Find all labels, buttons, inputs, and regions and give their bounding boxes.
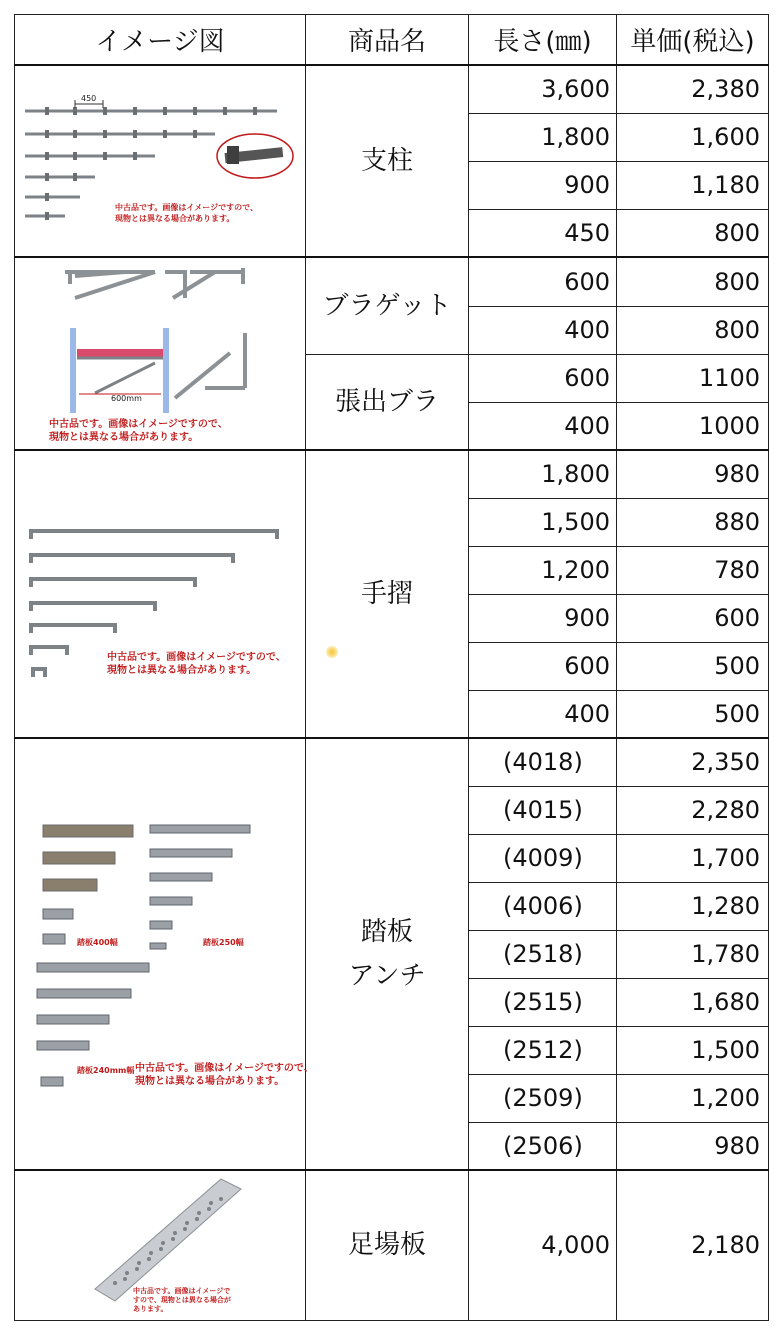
pillar-price-4: 800 xyxy=(617,209,769,257)
table-row xyxy=(15,1170,769,1320)
board-length: 4,000 xyxy=(469,1170,617,1320)
board-price: 2,180 xyxy=(617,1170,769,1320)
board-name: 足場板 xyxy=(306,1170,469,1320)
plank-length-9: (2506) xyxy=(469,1122,617,1170)
plank-name-line1: 踏板 xyxy=(360,917,413,947)
board-image xyxy=(15,1170,306,1320)
pillar-price-1: 2,380 xyxy=(617,65,769,113)
handrail-length-2: 1,500 xyxy=(469,498,617,546)
handrail-length-1: 1,800 xyxy=(469,450,617,498)
overhang-length-2: 400 xyxy=(469,402,617,450)
handrail-length-4: 900 xyxy=(469,594,617,642)
pillar-length-2: 1,800 xyxy=(469,113,617,161)
handrail-name xyxy=(306,450,469,738)
plank-note: 中古品です。画像はイメージですので、 現物とは異なる場合があります。 xyxy=(135,1063,314,1087)
overhang-price-1: 1100 xyxy=(617,354,769,402)
handrail-price-2: 880 xyxy=(617,498,769,546)
handrail-length-6: 400 xyxy=(469,690,617,738)
pillar-length-4: 450 xyxy=(469,209,617,257)
bracket-price-2: 800 xyxy=(617,306,769,354)
plank-price-3: 1,700 xyxy=(617,834,769,882)
plank-price-7: 1,500 xyxy=(617,1026,769,1074)
pillar-note: 中古品です。画像はイメージですので、 現物とは異なる場合があります。 xyxy=(115,203,258,223)
plank-price-5: 1,780 xyxy=(617,930,769,978)
plank-label-400: 踏板400幅 xyxy=(77,938,118,947)
plank-price-9: 980 xyxy=(617,1122,769,1170)
handrail-price-4: 600 xyxy=(617,594,769,642)
overhang-price-2: 1000 xyxy=(617,402,769,450)
overhang-length-1: 600 xyxy=(469,354,617,402)
plank-length-5: (2518) xyxy=(469,930,617,978)
bracket-length-1: 600 xyxy=(469,257,617,306)
plank-name-line2: アンチ xyxy=(348,961,426,991)
pillar-price-3: 1,180 xyxy=(617,161,769,209)
plank-price-8: 1,200 xyxy=(617,1074,769,1122)
pillar-image xyxy=(15,65,306,257)
handrail-length-3: 1,200 xyxy=(469,546,617,594)
plank-length-6: (2515) xyxy=(469,978,617,1026)
bracket-image xyxy=(15,257,306,450)
plank-label-240: 踏板240mm幅 xyxy=(77,1066,135,1075)
handrail-note: 中古品です。画像はイメージですので、 現物とは異なる場合があります。 xyxy=(107,652,286,676)
pillar-name: 支柱 xyxy=(306,65,469,257)
handrail-name-text: 手摺 xyxy=(360,579,413,609)
pillar-illustration xyxy=(15,66,305,258)
header-price: 単価(税込) xyxy=(617,15,769,66)
plank-illustration xyxy=(15,739,305,1173)
plank-price-6: 1,680 xyxy=(617,978,769,1026)
plank-label-250: 踏板250幅 xyxy=(203,938,244,947)
plank-price-4: 1,280 xyxy=(617,882,769,930)
bracket-price-1: 800 xyxy=(617,257,769,306)
bracket-note: 中古品です。画像はイメージですので、 現物とは異なる場合があります。 xyxy=(49,419,228,443)
table-row xyxy=(15,257,769,306)
pillar-price-2: 1,600 xyxy=(617,113,769,161)
header-name: 商品名 xyxy=(306,15,469,66)
handrail-price-1: 980 xyxy=(617,450,769,498)
plank-name xyxy=(306,738,469,1170)
bracket-length-2: 400 xyxy=(469,306,617,354)
header-length: 長さ(㎜) xyxy=(469,15,617,66)
plank-length-7: (2512) xyxy=(469,1026,617,1074)
table-row xyxy=(15,738,769,786)
plank-length-8: (2509) xyxy=(469,1074,617,1122)
plank-price-1: 2,350 xyxy=(617,738,769,786)
header-row xyxy=(15,15,769,66)
handrail-illustration xyxy=(15,451,305,741)
sparkle-dot xyxy=(326,646,338,658)
price-table xyxy=(14,14,769,1321)
handrail-image xyxy=(15,450,306,738)
board-note: 中古品です。画像はイメージで すので、現物とは異なる場合が あります。 xyxy=(133,1287,231,1313)
bracket-name: ブラゲット xyxy=(306,257,469,354)
pillar-length-3: 900 xyxy=(469,161,617,209)
table-row xyxy=(15,65,769,113)
overhang-name: 張出ブラ xyxy=(306,354,469,450)
table-row xyxy=(15,450,769,498)
bracket-dimension-label: 600mm xyxy=(111,394,142,403)
plank-length-2: (4015) xyxy=(469,786,617,834)
pillar-length-1: 3,600 xyxy=(469,65,617,113)
plank-length-3: (4009) xyxy=(469,834,617,882)
pillar-dimension-label: 450 xyxy=(81,94,97,103)
plank-image xyxy=(15,738,314,1170)
plank-length-4: (4006) xyxy=(469,882,617,930)
handrail-price-6: 500 xyxy=(617,690,769,738)
plank-price-2: 2,280 xyxy=(617,786,769,834)
header-image: イメージ図 xyxy=(15,15,306,66)
plank-length-1: (4018) xyxy=(469,738,617,786)
handrail-price-3: 780 xyxy=(617,546,769,594)
handrail-price-5: 500 xyxy=(617,642,769,690)
handrail-length-5: 600 xyxy=(469,642,617,690)
